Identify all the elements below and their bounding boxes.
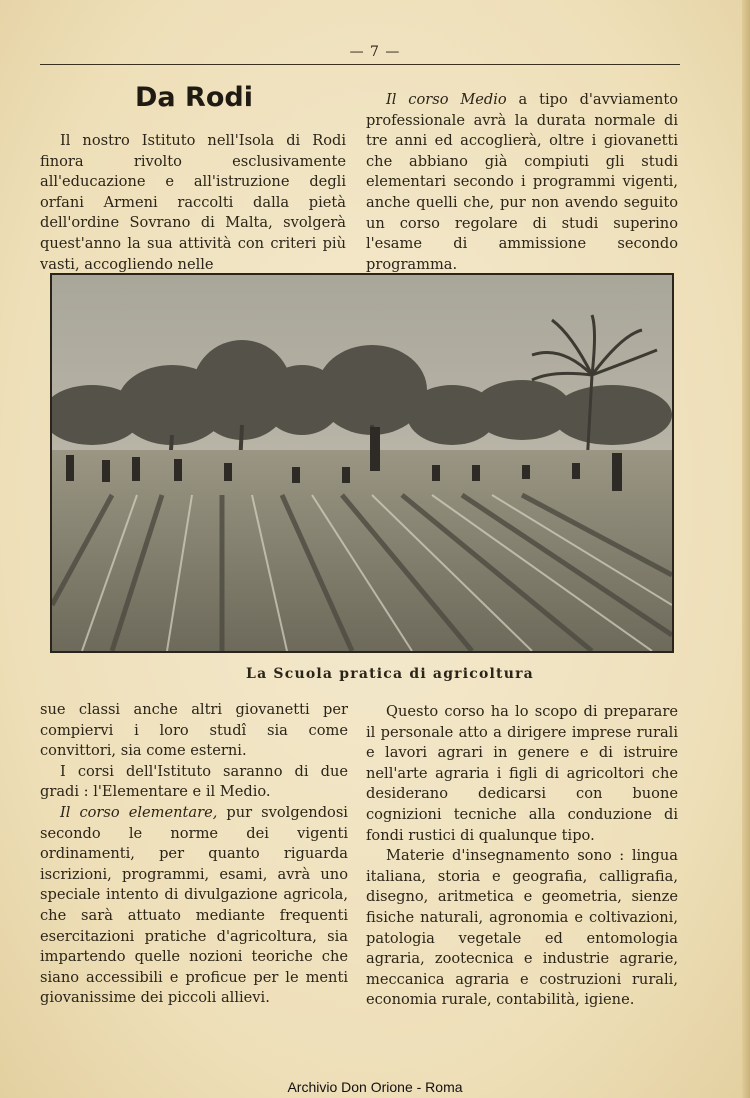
corso-medio-lead: Il corso Medio <box>386 91 507 108</box>
page-edge <box>742 0 750 1098</box>
intro-paragraph: Il nostro Istituto nell'Isola di Rodi finora rivolto esclusivamente all'educazione e all'istruzione degli orfani Armeni raccolti dalla pietà dell'ordine Sovrano di Malta, svolgerà quest'anno la sua attività con criteri più vasti, accogliendo nelle <box>40 132 346 273</box>
right-column-top <box>366 90 678 275</box>
left-bottom-p1: sue classi anche altri giovanetti per compiervi i loro studî sia come convittori, sia come esterni. <box>40 701 348 760</box>
photo-caption: La Scuola pratica di agricoltura <box>246 666 534 682</box>
archive-footer: Archivio Don Orione - Roma <box>287 1079 463 1095</box>
corso-medio-text: a tipo d'avviamento professionale avrà la durata normale di tre anni ed accoglierà, oltre i giovanetti che abbiano già compiuti gli studi elementari secondo i programmi vigenti, anche quelli che, pur non avendo seguito un corso regolare di studi superino l'esame di ammissione secondo programma. <box>366 91 679 273</box>
left-column-bottom <box>40 700 348 1009</box>
left-column-top <box>40 131 346 275</box>
corso-elementare-text: pur svolgendosi secondo le norme dei vigenti ordinamenti, per quanto riguarda iscrizioni, programmi, esami, avrà uno speciale intento di divulgazione agricola, che sarà attuato mediante frequenti esercitazioni pratiche d'agricoltura, sia impartendo quelle nozioni teoriche che siano accessibili e proficue per le menti giovanissime dei piccoli allievi. <box>40 803 348 1007</box>
left-bottom-p2: I corsi dell'Istituto saranno di due gradi : l'Elementare e il Medio. <box>40 762 348 801</box>
right-column-bottom <box>366 702 678 1011</box>
agriculture-photo <box>50 273 674 653</box>
corso-elementare-lead: Il corso elementare, <box>60 803 218 821</box>
right-bottom-p2: Materie d'insegnamento sono : lingua italiana, storia e geografia, calligrafia, disegno, aritmetica e geometria, sienze fisiche naturali, agronomia e coltivazioni, patologia vegetale ed entomologia agraria, zootecnica e industrie agrarie, meccanica agraria e costruzioni rurali, economia rurale, contabilità, igiene. <box>366 847 678 1009</box>
article-headline: Da Rodi <box>135 82 253 113</box>
right-bottom-p1: Questo corso ha lo scopo di preparare il personale atto a dirigere imprese rurali e lavori agrari in genere e di istruire nell'arte agraria i figli di agricoltori che desiderano dedicarsi con buone cognizioni tecniche alla conduzione di fondi rustici di qualunque tipo. <box>366 703 678 844</box>
page-number: — 7 — <box>349 44 401 60</box>
header-rule <box>40 64 680 65</box>
corso-elementare-paragraph <box>40 803 348 1009</box>
corso-medio-paragraph <box>366 90 678 275</box>
